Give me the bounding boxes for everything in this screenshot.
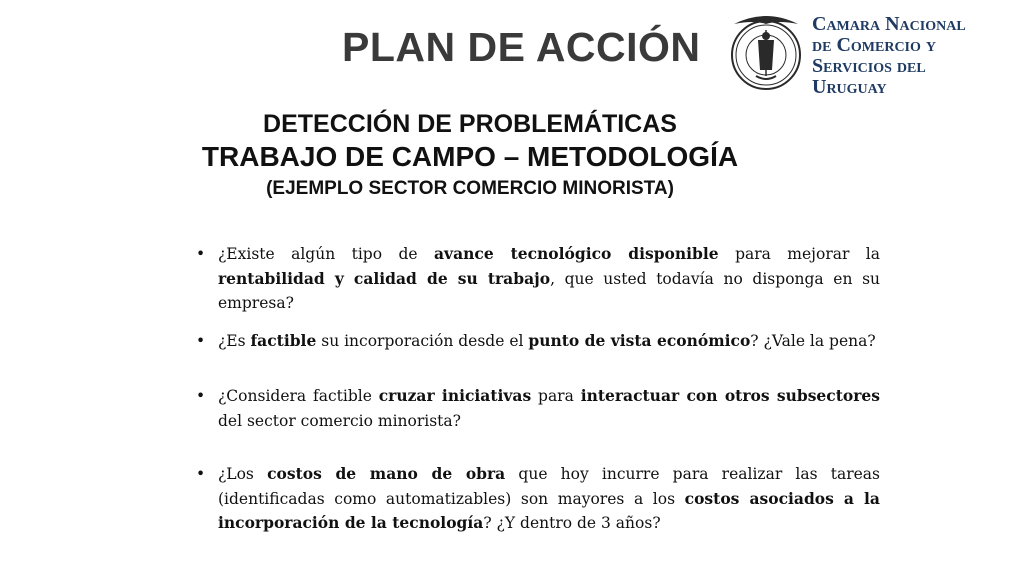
logo-line-2: de Comercio y: [812, 34, 937, 56]
chamber-seal-logo: [728, 10, 804, 100]
text-segment: ¿Es: [218, 332, 251, 350]
text-segment: ? ¿Vale la pena?: [750, 332, 876, 350]
bold-segment: punto de vista económico: [528, 331, 751, 350]
list-item: [196, 384, 880, 433]
subtitle-fieldwork: TRABAJO DE CAMPO – METODOLOGÍA: [201, 141, 739, 172]
bullet-dot: •: [196, 245, 206, 263]
list-item: [196, 329, 880, 354]
text-segment: del sector comercio minorista?: [218, 411, 461, 430]
text-segment: ¿Considera factible: [218, 387, 379, 405]
text-segment: que hoy incurre para realizar las tareas (identificadas como automatizables) son mayores a los: [218, 465, 880, 508]
text-segment: ¿Los: [218, 465, 268, 483]
bold-segment: cruzar iniciativas: [378, 386, 532, 405]
bold-segment: rentabilidad y calidad de su trabajo: [218, 268, 551, 288]
text-segment: ? ¿Y dentro de 3 años?: [483, 514, 661, 532]
text-segment: , que usted todavía no disponga en su empresa?: [218, 269, 881, 312]
bullet-text: [218, 462, 880, 536]
bullet-dot: •: [196, 387, 206, 405]
bold-segment: costos asociados a la incorporación de la tecnología: [218, 488, 880, 532]
text-segment: su incorporación desde el: [316, 332, 529, 350]
text-segment: para: [531, 387, 581, 405]
subtitle-example: (EJEMPLO SECTOR COMERCIO MINORISTA): [266, 178, 674, 199]
list-item: [196, 242, 880, 316]
bullet-dot: •: [196, 465, 206, 483]
logo-line-1: Camara Nacional: [812, 13, 966, 35]
chamber-logo-wordmark: [812, 14, 966, 98]
text-segment: ¿Existe algún tipo de: [218, 245, 435, 263]
bullet-dot: •: [196, 332, 206, 350]
bold-segment: avance tecnológico disponible: [434, 244, 719, 263]
list-item: [196, 462, 880, 536]
logo-line-4: Uruguay: [812, 76, 887, 98]
text-segment: para mejorar la: [718, 245, 880, 263]
bullet-text: [218, 329, 880, 354]
slide-title: PLAN DE ACCIÓN: [342, 24, 701, 70]
bold-segment: factible: [250, 331, 317, 350]
bullet-text: [218, 242, 880, 316]
bold-segment: costos de mano de obra: [267, 464, 506, 483]
bold-segment: interactuar con otros subsectores: [580, 386, 880, 405]
subtitle-detection: DETECCIÓN DE PROBLEMÁTICAS: [263, 110, 677, 138]
bullet-text: [218, 384, 880, 433]
logo-line-3: Servicios del: [812, 55, 926, 77]
